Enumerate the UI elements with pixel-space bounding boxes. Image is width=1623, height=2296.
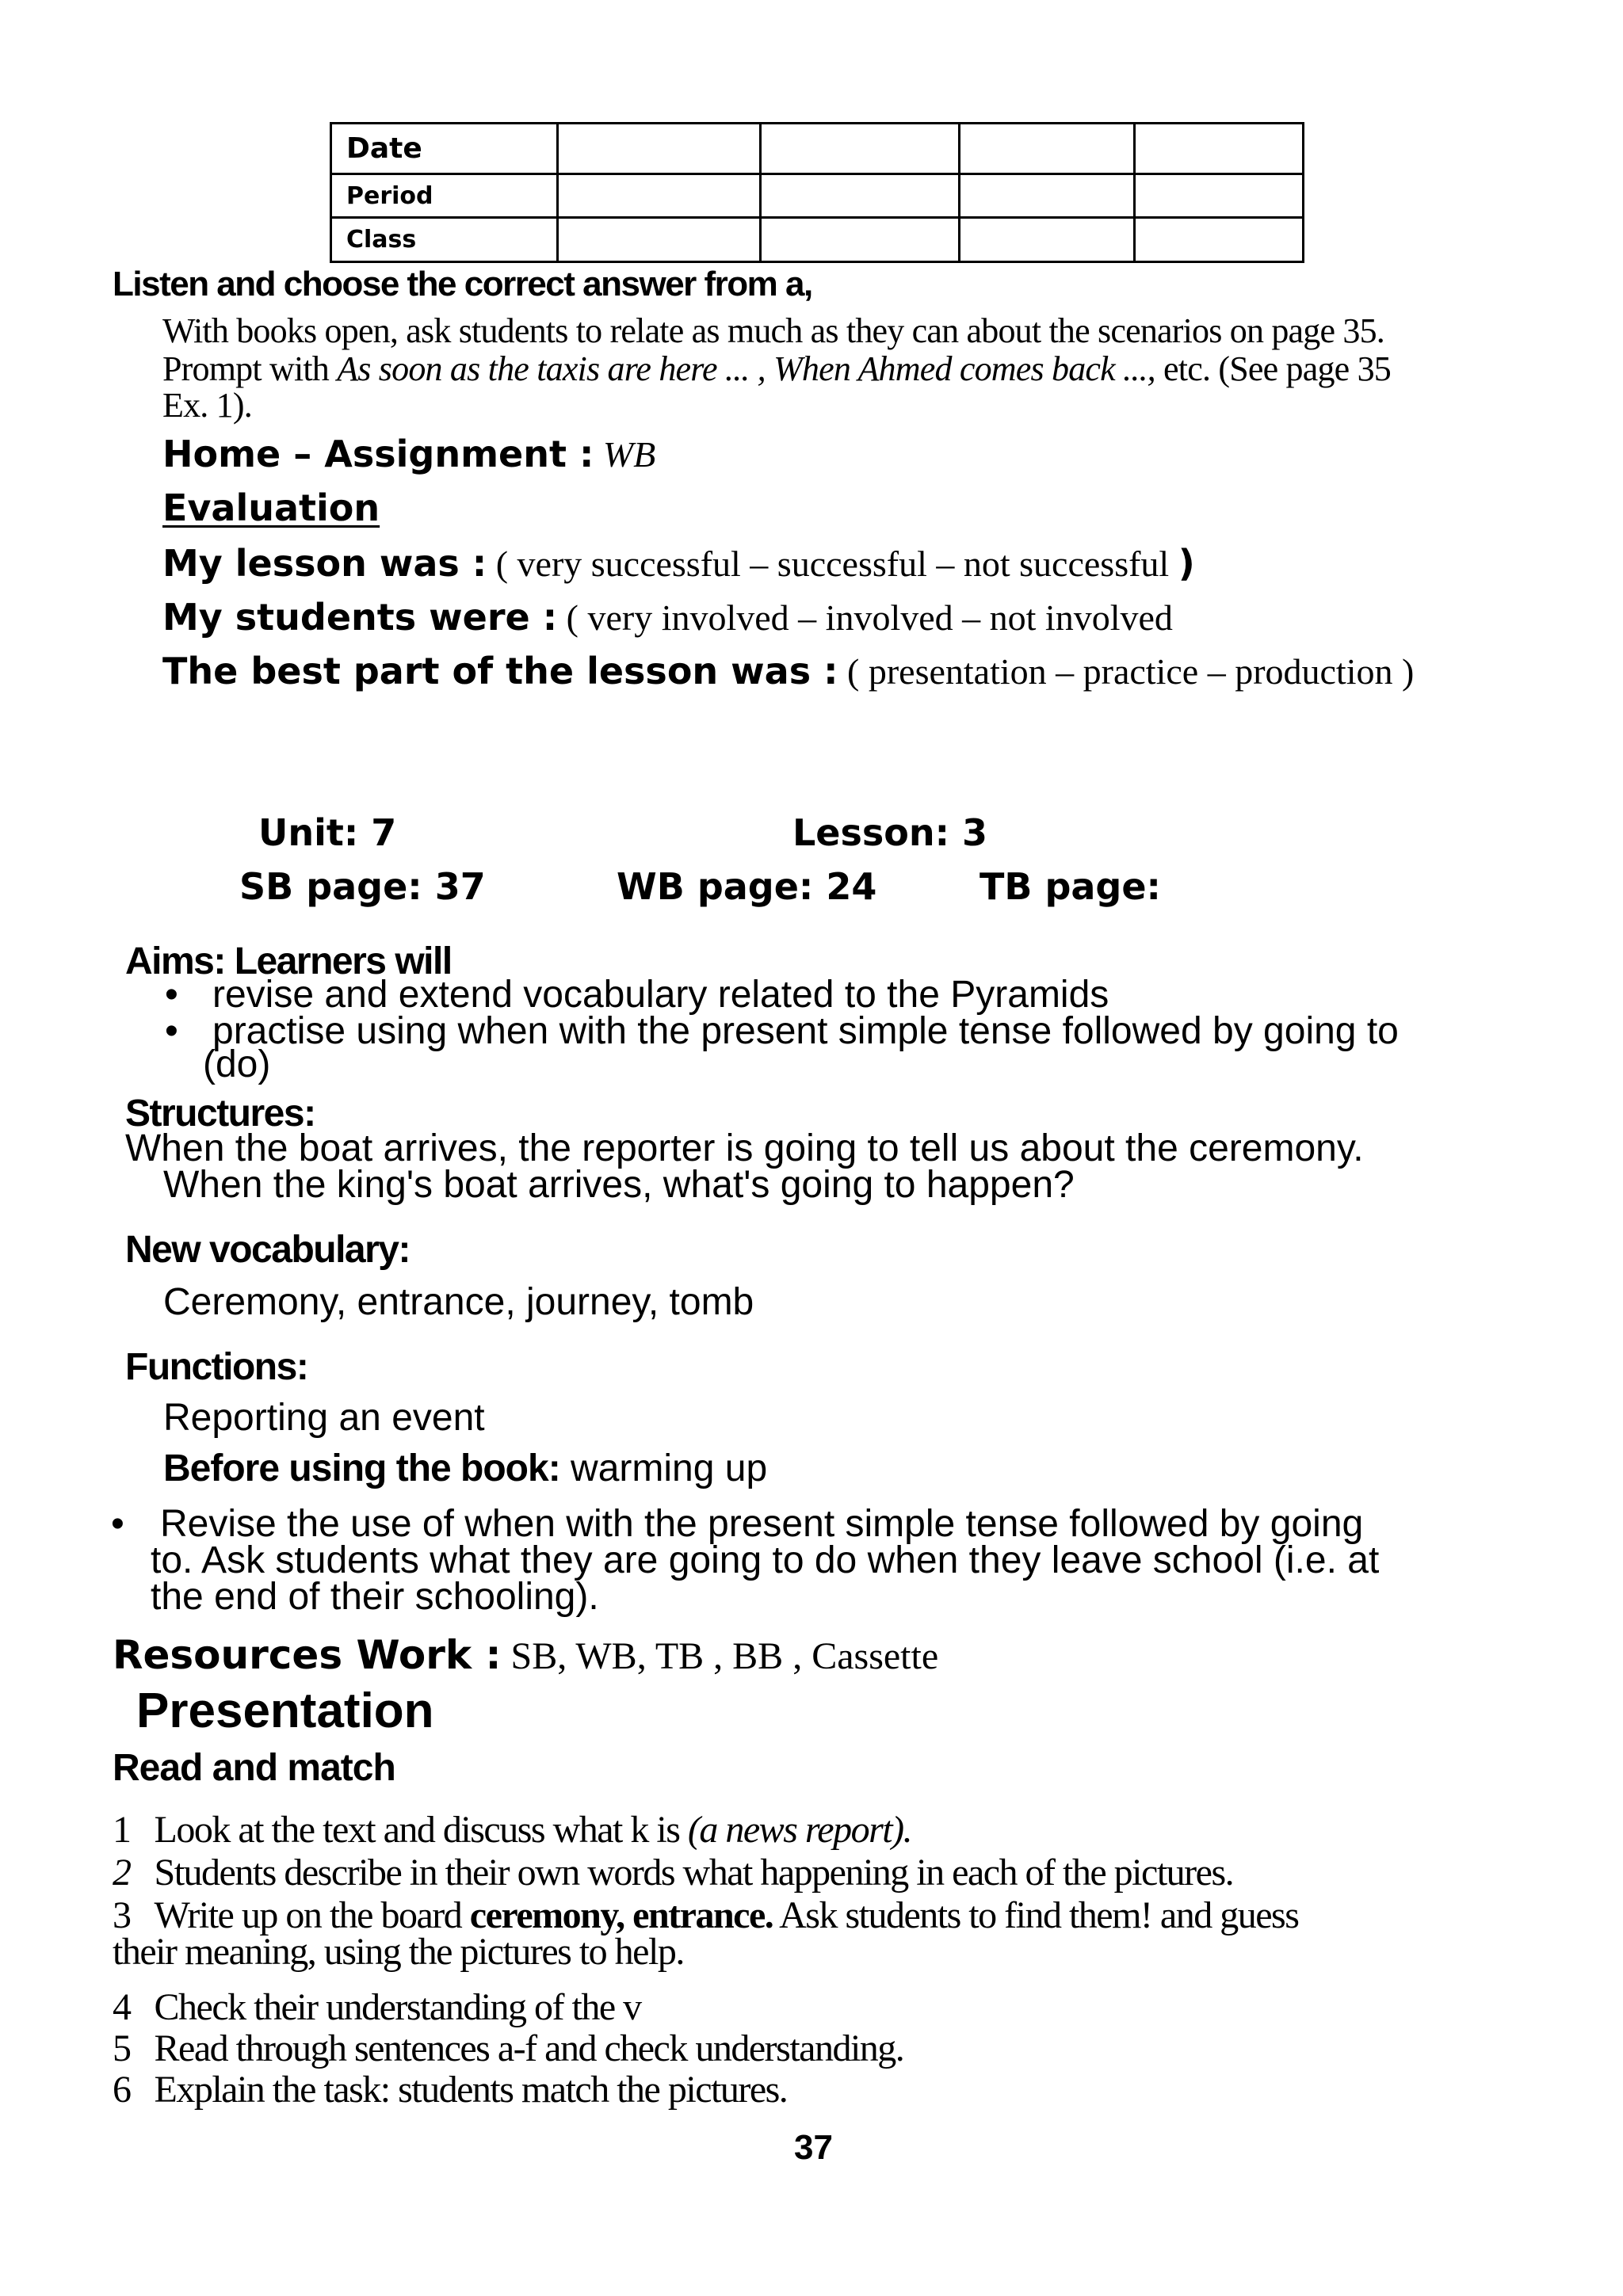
before-using-book — [163, 1447, 767, 1490]
bullet-icon: • — [165, 974, 178, 1016]
home-assignment-label: Home – Assignment : — [162, 433, 594, 475]
warmup-line-3: the end of their schooling). — [151, 1576, 599, 1618]
table-cell — [558, 174, 761, 218]
structures-line-2: When the king's boat arrives, what's going to happen? — [163, 1164, 1075, 1206]
listen-line-2-prefix: Prompt with — [162, 349, 338, 388]
date-label: Date — [331, 124, 558, 174]
step-number: 6 — [113, 2069, 131, 2111]
table-cell — [761, 218, 960, 262]
table-cell — [1135, 124, 1304, 174]
warmup-line-1: Revise the use of when with the present simple tense followed by going — [160, 1503, 1364, 1545]
vocabulary-words: Ceremony, entrance, journey, tomb — [163, 1281, 754, 1323]
aims-item-1: revise and extend vocabulary related to the Pyramids — [212, 974, 1109, 1016]
step-text: Ask students to find them! and guess — [773, 1894, 1299, 1936]
resources-label: Resources Work : — [113, 1632, 502, 1678]
structures-heading: Structures: — [125, 1093, 315, 1135]
table-cell — [960, 174, 1135, 218]
listen-line-2-italic: As soon as the taxis are here ... , When Ahmed comes back ..., — [337, 349, 1155, 388]
page-number: 37 — [794, 2128, 833, 2167]
warmup-line-2: to. Ask students what they are going to do when they leave school (i.e. at — [151, 1539, 1380, 1581]
before-using-book-label: Before using the book: — [163, 1447, 560, 1489]
step-text: Look at the text and discuss what k is — [154, 1809, 688, 1851]
presentation-heading: Presentation — [136, 1684, 434, 1738]
tb-page-label: TB page: — [980, 865, 1161, 908]
step-number: 3 — [113, 1894, 131, 1936]
students-value: ( very involved – involved – not involved — [557, 597, 1173, 638]
read-and-match-heading: Read and match — [113, 1747, 395, 1789]
table-cell — [960, 124, 1135, 174]
unit-label: Unit: 7 — [258, 811, 397, 854]
list-item — [113, 1808, 911, 1852]
lesson-value: ( very successful – successful – not successful — [487, 543, 1178, 584]
evaluation-best-part — [162, 650, 1414, 692]
table-cell — [558, 218, 761, 262]
listen-heading: Listen and choose the correct answer from a, — [113, 265, 812, 303]
aims-continuation: (do) — [203, 1043, 271, 1085]
aims-heading: Aims: Learners will — [125, 940, 452, 982]
listen-line-3: Ex. 1). — [162, 386, 252, 425]
step-text: Explain the task: students match the pictures. — [154, 2069, 788, 2111]
listen-line-2-suffix: etc. (See page 35 — [1155, 349, 1391, 388]
table-cell — [558, 124, 761, 174]
evaluation-students — [162, 596, 1173, 639]
step-number: 4 — [113, 1986, 131, 2028]
lesson-number-label: Lesson: 3 — [792, 811, 988, 854]
step-number: 5 — [113, 2027, 131, 2069]
best-part-label: The best part of the lesson was : — [162, 650, 838, 692]
best-part-value: ( presentation – practice – production ) — [838, 651, 1415, 692]
list-item — [113, 2027, 903, 2070]
functions-value: Reporting an event — [163, 1397, 485, 1439]
table-cell — [1135, 174, 1304, 218]
wb-page-label: WB page: 24 — [617, 865, 877, 908]
list-item — [113, 1851, 1233, 1894]
sb-page-label: SB page: 37 — [239, 865, 486, 908]
table-cell — [761, 124, 960, 174]
lesson-record-table — [330, 122, 1304, 263]
home-assignment-value: WB — [594, 434, 656, 475]
structures-line-1: When the boat arrives, the reporter is going to tell us about the ceremony. — [125, 1127, 1364, 1169]
step-text: Write up on the board — [154, 1894, 470, 1936]
list-item-continuation: their meaning, using the pictures to help. — [113, 1931, 684, 1973]
class-label: Class — [331, 218, 558, 262]
evaluation-lesson — [162, 542, 1195, 585]
step-number: 2 — [113, 1852, 131, 1894]
step-italic: (a news report). — [687, 1809, 912, 1851]
vocabulary-heading: New vocabulary: — [125, 1229, 410, 1271]
lesson-close: ) — [1178, 542, 1195, 585]
evaluation-heading: Evaluation — [162, 486, 380, 529]
step-text: Students describe in their own words what happening in each of the pictures. — [154, 1852, 1234, 1894]
table-cell — [960, 218, 1135, 262]
students-label: My students were : — [162, 596, 558, 639]
list-item — [113, 2068, 787, 2111]
table-cell — [761, 174, 960, 218]
listen-line-1: With books open, ask students to relate as much as they can about the scenarios on page 35. — [162, 311, 1385, 350]
step-number: 1 — [113, 1809, 131, 1851]
lesson-label: My lesson was : — [162, 542, 487, 585]
before-using-book-value: warming up — [559, 1447, 768, 1489]
table-row — [331, 218, 1304, 262]
functions-heading: Functions: — [125, 1346, 308, 1388]
list-item — [113, 1985, 641, 2029]
step-text: Read through sentences a-f and check understanding. — [154, 2027, 904, 2069]
listen-line-2 — [162, 349, 1391, 389]
home-assignment — [162, 433, 655, 475]
period-label: Period — [331, 174, 558, 218]
table-row — [331, 174, 1304, 218]
bullet-icon: • — [111, 1503, 124, 1545]
aims-item-2: practise using when with the present simple tense followed by going to — [212, 1010, 1399, 1052]
table-cell — [1135, 218, 1304, 262]
bullet-icon: • — [165, 1010, 178, 1052]
table-row — [331, 124, 1304, 174]
step-bold: ceremony, entrance. — [469, 1894, 773, 1936]
resources — [113, 1632, 938, 1678]
step-text: Check their understanding of the v — [154, 1986, 641, 2028]
resources-value: SB, WB, TB , BB , Cassette — [501, 1635, 939, 1677]
